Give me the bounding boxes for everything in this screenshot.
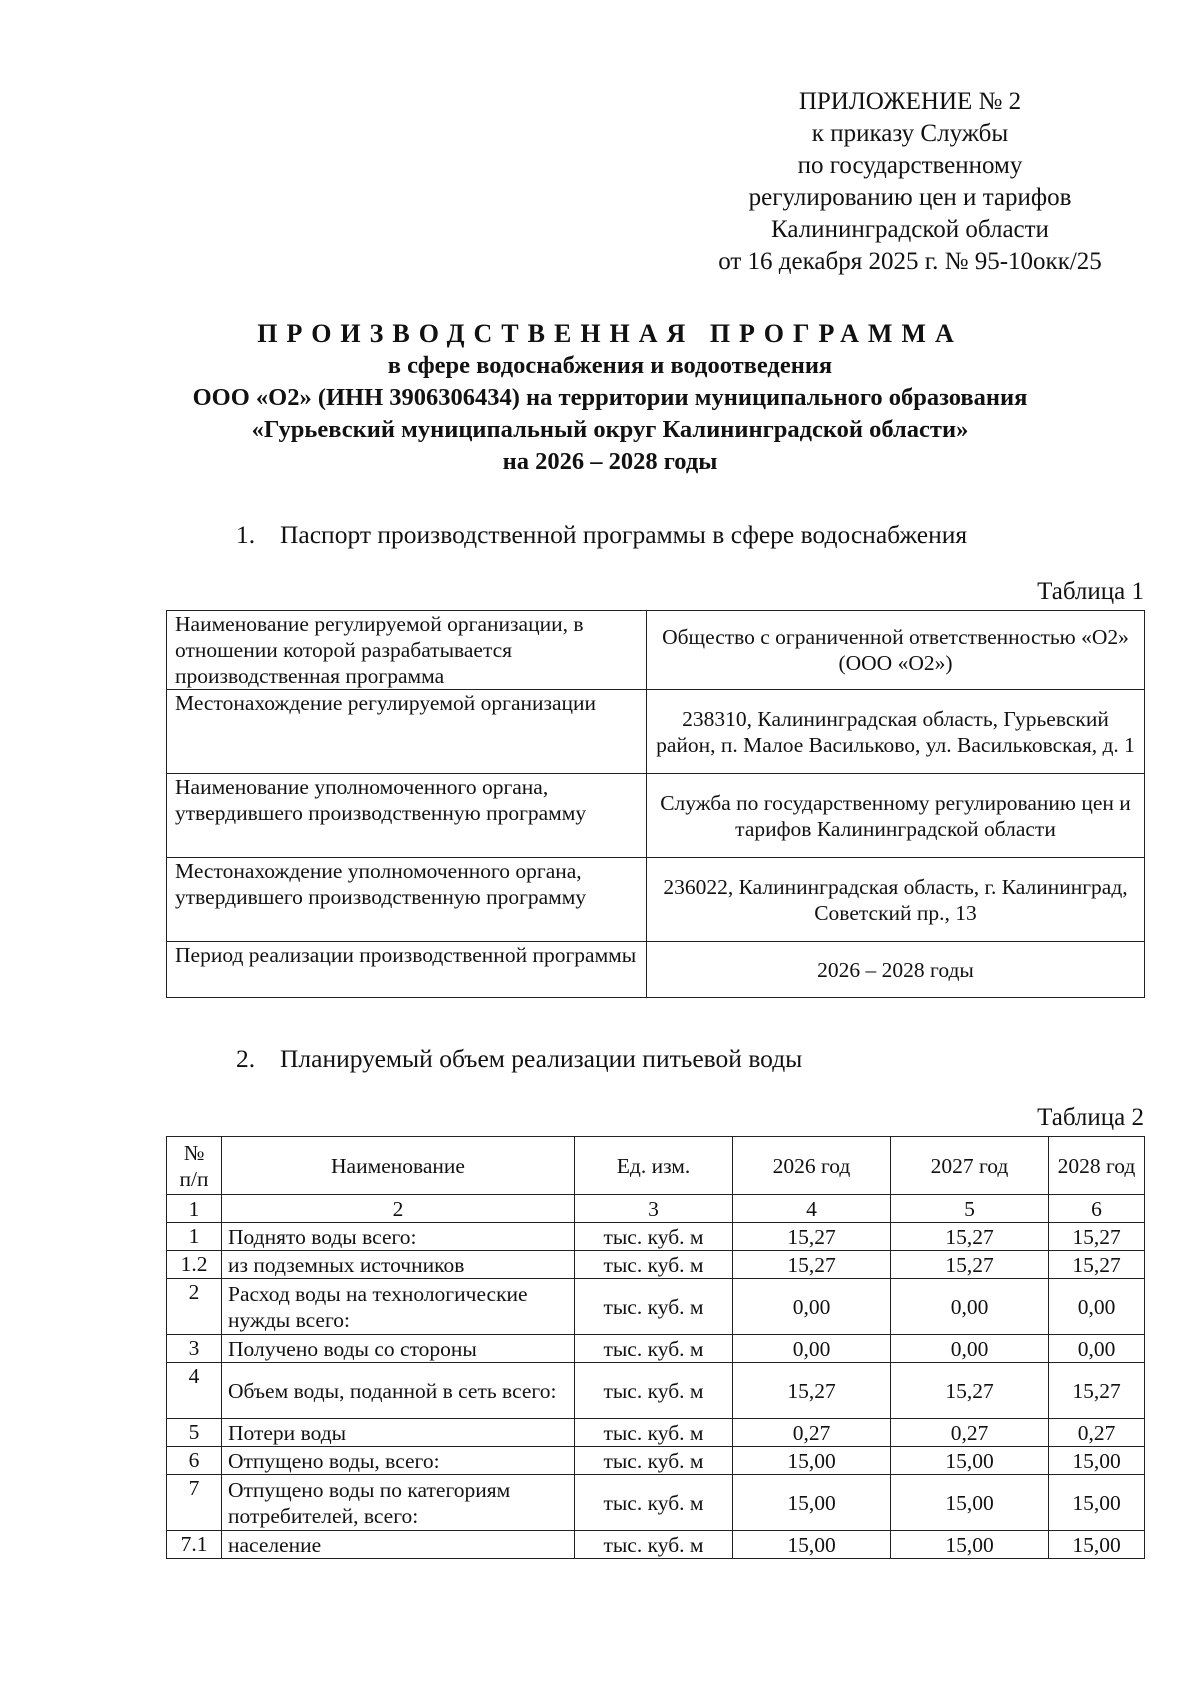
row-number: 1: [167, 1223, 222, 1251]
title-line: ООО «О2» (ИНН 3906306434) на территории муниципального образования: [192, 384, 1028, 411]
row-number: 4: [167, 1363, 222, 1419]
value-2026: 0,00: [733, 1335, 891, 1363]
value-2026: 15,27: [733, 1223, 891, 1251]
row-number: 7.1: [167, 1531, 222, 1559]
appendix-line: к приказу Службы: [811, 120, 1009, 147]
value-2028: 15,00: [1049, 1475, 1145, 1531]
row-value: 238310, Калининградская область, Гурьевский район, п. Малое Васильково, ул. Васильковская, д. 1: [647, 690, 1145, 774]
row-unit: тыс. куб. м: [575, 1419, 733, 1447]
value-2027: 0,27: [891, 1419, 1049, 1447]
value-2026: 15,00: [733, 1475, 891, 1531]
table-row: [167, 1279, 1145, 1335]
row-name: Отпущено воды по категориям потребителей, всего:: [222, 1475, 575, 1531]
column-header: № п/п: [167, 1137, 222, 1195]
table-row: [167, 611, 1145, 690]
table-row: [167, 1223, 1145, 1251]
value-2028: 15,00: [1049, 1531, 1145, 1559]
appendix-header: [700, 86, 1120, 278]
value-2027: 0,00: [891, 1335, 1049, 1363]
appendix-line: ПРИЛОЖЕНИЕ № 2: [798, 88, 1022, 115]
row-number: 5: [167, 1419, 222, 1447]
row-unit: тыс. куб. м: [575, 1363, 733, 1419]
table-row: [167, 1251, 1145, 1279]
row-name: Расход воды на технологические нужды всего:: [222, 1279, 575, 1335]
row-name: Объем воды, поданной в сеть всего:: [222, 1363, 575, 1419]
column-number: 6: [1049, 1195, 1145, 1223]
section-title: Паспорт производственной программы в сфере водоснабжения: [280, 520, 968, 549]
row-value: 236022, Калининградская область, г. Калининград, Советский пр., 13: [647, 858, 1145, 942]
value-2027: 15,27: [891, 1363, 1049, 1419]
table-2-caption: Таблица 2: [1037, 1104, 1144, 1131]
column-header: 2028 год: [1049, 1137, 1145, 1195]
row-unit: тыс. куб. м: [575, 1335, 733, 1363]
column-header: Ед. изм.: [575, 1137, 733, 1195]
column-number: 1: [167, 1195, 222, 1223]
table-row: [167, 1363, 1145, 1419]
row-number: 2: [167, 1279, 222, 1335]
title-line: на 2026 – 2028 годы: [502, 448, 718, 475]
row-unit: тыс. куб. м: [575, 1475, 733, 1531]
appendix-line: регулированию цен и тарифов: [748, 184, 1072, 211]
value-2028: 0,00: [1049, 1279, 1145, 1335]
row-label: Местонахождение уполномоченного органа, утвердившего производственную программу: [167, 858, 647, 942]
row-name: Поднято воды всего:: [222, 1223, 575, 1251]
value-2026: 0,00: [733, 1279, 891, 1335]
table-row: [167, 1475, 1145, 1531]
appendix-line: по государственному: [797, 152, 1023, 179]
row-number: 1.2: [167, 1251, 222, 1279]
row-name: из подземных источников: [222, 1251, 575, 1279]
row-unit: тыс. куб. м: [575, 1223, 733, 1251]
value-2027: 15,27: [891, 1251, 1049, 1279]
section-2-heading: [236, 1044, 802, 1074]
table-row: [167, 942, 1145, 998]
value-2028: 0,27: [1049, 1419, 1145, 1447]
value-2026: 0,27: [733, 1419, 891, 1447]
column-number-row: [167, 1195, 1145, 1223]
value-2028: 0,00: [1049, 1335, 1145, 1363]
row-unit: тыс. куб. м: [575, 1279, 733, 1335]
section-number: 1.: [236, 520, 256, 549]
table-row: [167, 690, 1145, 774]
row-value: Общество с ограниченной ответственностью «О2» (ООО «О2»): [647, 611, 1145, 690]
column-number: 3: [575, 1195, 733, 1223]
document-title: [110, 318, 1110, 478]
row-name: Потери воды: [222, 1419, 575, 1447]
value-2027: 15,00: [891, 1475, 1049, 1531]
section-title: Планируемый объем реализации питьевой воды: [280, 1044, 803, 1073]
appendix-line: Калининградской области: [771, 216, 1049, 243]
value-2028: 15,27: [1049, 1363, 1145, 1419]
section-1-heading: [236, 520, 967, 550]
row-label: Наименование регулируемой организации, в отношении которой разрабатывается производственная программа: [167, 611, 647, 690]
row-value: Служба по государственному регулированию цен и тарифов Калининградской области: [647, 774, 1145, 858]
row-number: 7: [167, 1475, 222, 1531]
column-number: 2: [222, 1195, 575, 1223]
value-2027: 0,00: [891, 1279, 1049, 1335]
value-2027: 15,27: [891, 1223, 1049, 1251]
row-unit: тыс. куб. м: [575, 1251, 733, 1279]
table-row: [167, 774, 1145, 858]
title-line: «Гурьевский муниципальный округ Калининградской области»: [251, 416, 969, 443]
value-2028: 15,00: [1049, 1447, 1145, 1475]
row-name: Получено воды со стороны: [222, 1335, 575, 1363]
column-header: 2027 год: [891, 1137, 1049, 1195]
value-2027: 15,00: [891, 1531, 1049, 1559]
table-header-row: [167, 1137, 1145, 1195]
row-number: 3: [167, 1335, 222, 1363]
section-number: 2.: [236, 1044, 256, 1073]
table-row: [167, 1531, 1145, 1559]
value-2026: 15,27: [733, 1251, 891, 1279]
appendix-line: от 16 декабря 2025 г. № 95-10окк/25: [718, 248, 1102, 275]
column-number: 4: [733, 1195, 891, 1223]
passport-table: [166, 610, 1145, 998]
table-row: [167, 1447, 1145, 1475]
value-2028: 15,27: [1049, 1251, 1145, 1279]
value-2026: 15,00: [733, 1447, 891, 1475]
table-1-caption: Таблица 1: [1037, 578, 1144, 605]
table-row: [167, 1335, 1145, 1363]
row-name: население: [222, 1531, 575, 1559]
value-2027: 15,00: [891, 1447, 1049, 1475]
row-number: 6: [167, 1447, 222, 1475]
row-value: 2026 – 2028 годы: [647, 942, 1145, 998]
row-label: Период реализации производственной программы: [167, 942, 647, 998]
table-row: [167, 858, 1145, 942]
water-volume-table: [166, 1136, 1145, 1559]
value-2028: 15,27: [1049, 1223, 1145, 1251]
row-unit: тыс. куб. м: [575, 1531, 733, 1559]
row-unit: тыс. куб. м: [575, 1447, 733, 1475]
column-header: 2026 год: [733, 1137, 891, 1195]
row-label: Наименование уполномоченного органа, утвердившего производственную программу: [167, 774, 647, 858]
column-header: Наименование: [222, 1137, 575, 1195]
row-label: Местонахождение регулируемой организации: [167, 690, 647, 774]
title-line: в сфере водоснабжения и водоотведения: [387, 352, 833, 379]
column-number: 5: [891, 1195, 1049, 1223]
row-name: Отпущено воды, всего:: [222, 1447, 575, 1475]
value-2026: 15,27: [733, 1363, 891, 1419]
title-main: ПРОИЗВОДСТВЕННАЯ ПРОГРАММА: [257, 319, 963, 348]
table-row: [167, 1419, 1145, 1447]
value-2026: 15,00: [733, 1531, 891, 1559]
